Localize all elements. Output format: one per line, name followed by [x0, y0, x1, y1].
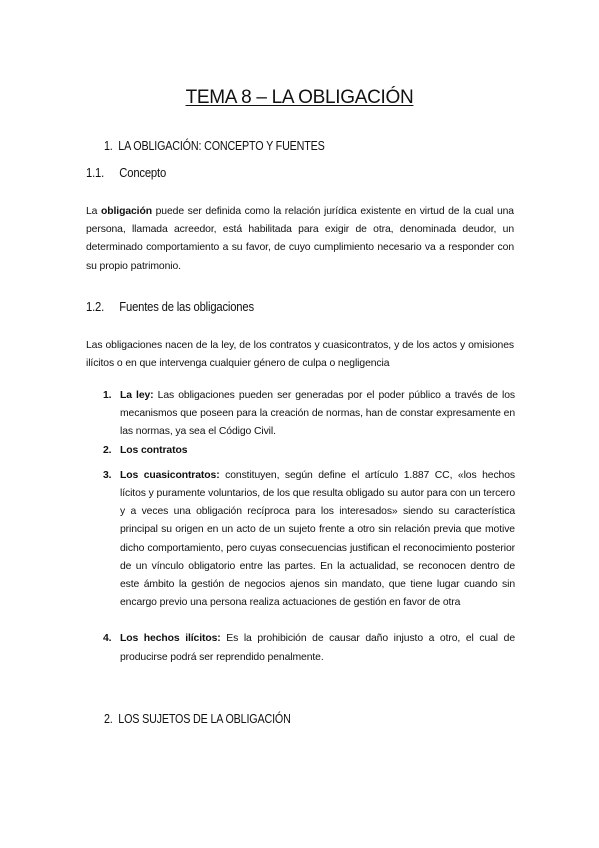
list-item — [103, 387, 515, 442]
section-2-number: 2. — [104, 712, 113, 726]
subsection-1-2-heading — [86, 300, 254, 314]
list-item-number: 2. — [103, 444, 112, 456]
list-item-number: 4. — [103, 633, 112, 645]
section-1-title: LA OBLIGACIÓN: CONCEPTO Y FUENTES — [118, 139, 325, 153]
section-1-number: 1. — [104, 139, 113, 153]
subsection-1-2-number: 1.2. — [86, 300, 105, 314]
list-item-term: Los cuasicontratos: — [120, 469, 220, 481]
section-2-heading — [104, 712, 291, 726]
subsection-1-1-heading — [86, 166, 166, 180]
subsection-1-1-number: 1.1. — [86, 166, 105, 180]
page-title: TEMA 8 – LA OBLIGACIÓN — [185, 87, 414, 108]
concept-lead: La — [86, 206, 101, 217]
section-1-heading — [104, 139, 325, 153]
subsection-1-2-title: Fuentes de las obligaciones — [119, 300, 254, 314]
list-item-term: La ley: — [120, 390, 154, 401]
list-item-text: Es la prohibición de causar daño injusto a otro, el cual de producirse podrá ser reprendido penalmente. — [120, 633, 515, 663]
list-item-number: 3. — [103, 469, 112, 481]
list-item-number: 1. — [103, 390, 112, 401]
list-item — [103, 467, 515, 613]
sources-intro: Las obligaciones nacen de la ley, de los contratos y cuasicontratos, y de los actos y omisiones ilícitos o en que intervenga cualquier género de culpa o negligencia — [86, 340, 514, 370]
list-item — [103, 630, 515, 666]
section-2-title: LOS SUJETOS DE LA OBLIGACIÓN — [118, 712, 291, 726]
list-item-text: constituyen, según define el artículo 1.887 CC, «los hechos lícitos y puramente voluntarios, de los que resulta obligado su autor para con un tercero y a veces una obligación recíproca para los interesados» siendo su característica principal su origen en un acto de un sujeto frente a otro sin relación previa que motive dicho comportamiento, pero cuyas consecuencias justifican el reconocimiento posterior de un vínculo obligatorio entre las partes. En la actualidad, se reconocen dentro de este ámbito la gestión de negocios ajenos sin mandato, que tiene lugar cuando sin encargo previo una persona realiza actuaciones de gestión en favor de otra — [120, 469, 515, 609]
list-item-term: Los contratos — [120, 444, 188, 456]
concept-term: obligación — [101, 206, 152, 217]
list-item-text: Las obligaciones pueden ser generadas por el poder público a través de los mecanismos que poseen para la creación de normas, han de constar expresamente en las normas, ya sea el Código Civil. — [120, 390, 515, 438]
list-item-term: Los hechos ilícitos: — [120, 633, 221, 645]
concept-paragraph — [86, 203, 514, 276]
concept-text: puede ser definida como la relación jurídica existente en virtud de la cual una persona, llamada acreedor, está habilitada para exigir de otra, denominada deudor, un determinado comportamiento a su favor, de cuyo cumplimiento necesario va a responder con su propio patrimonio. — [86, 206, 514, 272]
sources-list — [103, 387, 515, 667]
subsection-1-1-title: Concepto — [119, 166, 167, 180]
list-item — [103, 442, 515, 460]
